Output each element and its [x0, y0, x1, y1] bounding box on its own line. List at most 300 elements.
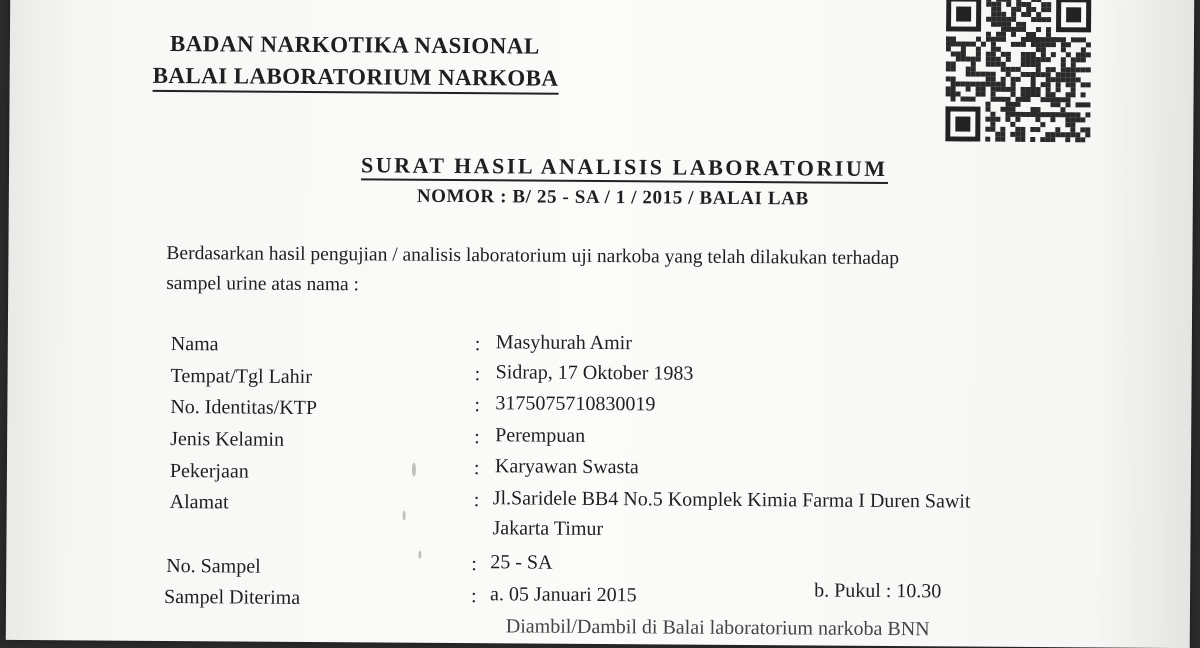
- qr-module: [1081, 47, 1086, 52]
- qr-module: [956, 51, 961, 56]
- qr-module: [1006, 22, 1011, 27]
- qr-module: [1055, 127, 1060, 132]
- separator: :: [470, 585, 477, 608]
- document-number: NOMOR : B/ 25 - SA / 1 / 2015 / BALAI LAB: [416, 185, 809, 210]
- qr-module: [1001, 52, 1006, 57]
- qr-module: [996, 97, 1001, 102]
- intro-paragraph: [166, 239, 899, 304]
- qr-module: [1070, 117, 1075, 122]
- qr-module: [1050, 132, 1055, 137]
- qr-module: [1041, 57, 1046, 62]
- qr-module: [971, 82, 976, 87]
- qr-module: [1026, 2, 1031, 7]
- qr-module: [1015, 137, 1020, 142]
- qr-module: [1025, 112, 1030, 117]
- qr-module: [1035, 117, 1040, 122]
- qr-module: [1005, 117, 1010, 122]
- qr-module: [1006, 57, 1011, 62]
- separator: :: [474, 363, 481, 386]
- qr-module: [1026, 72, 1031, 77]
- qr-module: [1065, 102, 1070, 107]
- qr-module: [1046, 2, 1051, 7]
- cut-off-line: Diambil/Dambil di Balai laboratorium narkoba BNN: [505, 615, 930, 641]
- qr-module: [1041, 47, 1046, 52]
- value-no-sampel: 25 - SA: [490, 551, 553, 574]
- qr-module: [1036, 27, 1041, 32]
- qr-module: [1046, 82, 1051, 87]
- qr-module: [1026, 62, 1031, 67]
- qr-module: [1011, 87, 1016, 92]
- qr-module: [976, 47, 981, 52]
- qr-module: [951, 66, 956, 71]
- qr-module: [1005, 102, 1010, 107]
- qr-module: [1065, 112, 1070, 117]
- qr-module: [991, 82, 996, 87]
- qr-module: [1006, 87, 1011, 92]
- qr-module: [996, 82, 1001, 87]
- label-alamat: Alamat: [169, 491, 229, 514]
- qr-module: [996, 57, 1001, 62]
- qr-module: [1051, 97, 1056, 102]
- qr-module: [1011, 12, 1016, 17]
- qr-module: [1026, 92, 1031, 97]
- qr-module: [1081, 57, 1086, 62]
- qr-module: [981, 72, 986, 77]
- qr-module: [1021, 97, 1026, 102]
- qr-module: [1016, 42, 1021, 47]
- qr-module: [981, 42, 986, 47]
- qr-module: [1036, 67, 1041, 72]
- qr-module: [956, 91, 961, 96]
- qr-module: [1056, 77, 1061, 82]
- qr-module: [1061, 72, 1066, 77]
- qr-module: [1000, 107, 1005, 112]
- qr-module: [1021, 42, 1026, 47]
- qr-module: [1046, 17, 1051, 22]
- qr-module: [991, 47, 996, 52]
- qr-module: [1036, 92, 1041, 97]
- qr-module: [1006, 17, 1011, 22]
- qr-module: [971, 72, 976, 77]
- qr-module: [961, 42, 966, 47]
- qr-module: [1066, 67, 1071, 72]
- qr-module: [986, 62, 991, 67]
- qr-module: [1041, 72, 1046, 77]
- qr-module: [976, 37, 981, 42]
- qr-module: [1056, 97, 1061, 102]
- qr-module: [946, 41, 951, 46]
- qr-module: [1031, 87, 1036, 92]
- qr-module: [1006, 67, 1011, 72]
- qr-module: [951, 86, 956, 91]
- qr-module: [1036, 57, 1041, 62]
- qr-module: [1051, 77, 1056, 82]
- qr-module: [990, 117, 995, 122]
- qr-module: [1046, 7, 1051, 12]
- qr-module: [1015, 102, 1020, 107]
- qr-module: [1041, 17, 1046, 22]
- qr-module: [1021, 22, 1026, 27]
- qr-module: [996, 32, 1001, 37]
- qr-module: [951, 51, 956, 56]
- qr-module: [1076, 57, 1081, 62]
- qr-module: [991, 62, 996, 67]
- qr-module: [1006, 52, 1011, 57]
- qr-module: [1085, 127, 1090, 132]
- qr-module: [1030, 112, 1035, 117]
- qr-module: [971, 97, 976, 102]
- value-nama: Masyhurah Amir: [495, 331, 633, 355]
- qr-module: [1075, 117, 1080, 122]
- qr-finder: [955, 116, 970, 131]
- qr-module: [1071, 62, 1076, 67]
- qr-module: [1046, 42, 1051, 47]
- intro-line-1: Berdasarkan hasil pengujian / analisis laboratorium uji narkoba yang telah dilakukan terhadap: [166, 242, 900, 270]
- qr-module: [985, 127, 990, 132]
- qr-module: [985, 117, 990, 122]
- qr-module: [1065, 122, 1070, 127]
- qr-module: [1016, 22, 1021, 27]
- qr-module: [1086, 52, 1091, 57]
- intro-line-2: sampel urine atas nama :: [166, 272, 360, 296]
- qr-module: [961, 82, 966, 87]
- qr-module: [1051, 92, 1056, 97]
- qr-module: [1016, 27, 1021, 32]
- qr-module: [966, 82, 971, 87]
- qr-module: [1040, 112, 1045, 117]
- scan-smudge: [403, 511, 406, 521]
- qr-module: [1050, 112, 1055, 117]
- qr-module: [986, 2, 991, 7]
- value-tempat-tgl-lahir: Sidrap, 17 Oktober 1983: [495, 361, 694, 385]
- qr-module: [1066, 72, 1071, 77]
- qr-module: [986, 52, 991, 57]
- qr-module: [976, 72, 981, 77]
- qr-module: [1046, 92, 1051, 97]
- qr-module: [1045, 137, 1050, 142]
- qr-module: [1031, 77, 1036, 82]
- qr-module: [951, 41, 956, 46]
- qr-module: [1086, 42, 1091, 47]
- qr-module: [946, 36, 951, 41]
- scan-smudge: [412, 463, 416, 477]
- qr-module: [1046, 97, 1051, 102]
- qr-module: [1080, 137, 1085, 142]
- qr-module: [1080, 127, 1085, 132]
- qr-module: [1031, 7, 1036, 12]
- qr-module: [1030, 127, 1035, 132]
- qr-module: [1050, 102, 1055, 107]
- qr-module: [971, 42, 976, 47]
- qr-module: [951, 91, 956, 96]
- qr-module: [1060, 107, 1065, 112]
- qr-module: [1071, 82, 1076, 87]
- label-pekerjaan: Pekerjaan: [169, 460, 249, 483]
- qr-module: [1066, 97, 1071, 102]
- qr-module: [1075, 112, 1080, 117]
- qr-module: [946, 86, 951, 91]
- qr-module: [1046, 67, 1051, 72]
- qr-module: [1041, 82, 1046, 87]
- qr-module: [1061, 42, 1066, 47]
- qr-module: [1046, 72, 1051, 77]
- qr-module: [1001, 27, 1006, 32]
- qr-module: [1011, 7, 1016, 12]
- qr-module: [1015, 112, 1020, 117]
- qr-module: [1016, 67, 1021, 72]
- qr-module: [996, 17, 1001, 22]
- qr-module: [946, 61, 951, 66]
- qr-module: [1061, 77, 1066, 82]
- qr-module: [991, 22, 996, 27]
- qr-module: [1051, 42, 1056, 47]
- qr-module: [1005, 112, 1010, 117]
- qr-module: [981, 82, 986, 87]
- qr-module: [995, 117, 1000, 122]
- qr-module: [1031, 72, 1036, 77]
- qr-module: [1035, 107, 1040, 112]
- qr-module: [991, 92, 996, 97]
- qr-module: [1046, 37, 1051, 42]
- qr-module: [1035, 127, 1040, 132]
- value-pekerjaan: Karyawan Swasta: [494, 455, 639, 479]
- qr-module: [1055, 102, 1060, 107]
- qr-module: [1041, 52, 1046, 57]
- qr-module: [956, 81, 961, 86]
- qr-module: [971, 62, 976, 67]
- qr-module: [985, 102, 990, 107]
- qr-module: [1021, 87, 1026, 92]
- qr-module: [1026, 52, 1031, 57]
- qr-module: [1071, 87, 1076, 92]
- qr-module: [991, 42, 996, 47]
- qr-module: [996, 62, 1001, 67]
- qr-module: [1065, 132, 1070, 137]
- qr-module: [956, 41, 961, 46]
- qr-module: [1031, 57, 1036, 62]
- qr-module: [1016, 2, 1021, 7]
- qr-module: [966, 42, 971, 47]
- qr-module: [1076, 37, 1081, 42]
- qr-module: [1066, 82, 1071, 87]
- qr-module: [976, 57, 981, 62]
- qr-module: [1011, 77, 1016, 82]
- label-sampel-diterima: Sampel Diterima: [163, 585, 301, 609]
- qr-module: [990, 112, 995, 117]
- qr-module: [1085, 102, 1090, 107]
- qr-module: [1021, 2, 1026, 7]
- org-name-line2: BALAI LABORATORIUM NARKOBA: [153, 63, 559, 95]
- value-alamat-line2: Jakarta Timur: [492, 517, 604, 541]
- qr-module: [1006, 2, 1011, 7]
- value-alamat-line1: Jl.Saridele BB4 No.5 Komplek Kimia Farma I Duren Sawit: [492, 487, 971, 513]
- qr-module: [1016, 0, 1021, 2]
- qr-module: [946, 76, 951, 81]
- qr-module: [1001, 0, 1006, 2]
- label-tempat-tgl-lahir: Tempat/Tgl Lahir: [170, 365, 312, 388]
- qr-module: [1036, 0, 1041, 2]
- qr-module: [1076, 52, 1081, 57]
- qr-module: [1030, 107, 1035, 112]
- qr-module: [1001, 32, 1006, 37]
- qr-module: [1011, 42, 1016, 47]
- qr-module: [1036, 47, 1041, 52]
- org-name-line1: BADAN NARKOTIKA NASIONAL: [169, 30, 540, 59]
- qr-module: [1070, 122, 1075, 127]
- qr-module: [986, 32, 991, 37]
- qr-module: [991, 52, 996, 57]
- qr-module: [951, 36, 956, 41]
- qr-module: [1011, 17, 1016, 22]
- qr-module: [1000, 127, 1005, 132]
- value-sampel-diterima: a. 05 Januari 2015: [489, 583, 637, 607]
- qr-module: [1055, 132, 1060, 137]
- qr-module: [1021, 92, 1026, 97]
- qr-module: [1011, 92, 1016, 97]
- qr-module: [1066, 52, 1071, 57]
- qr-module: [991, 37, 996, 42]
- separator: :: [473, 489, 480, 512]
- qr-module: [1020, 127, 1025, 132]
- qr-module: [1081, 67, 1086, 72]
- qr-module: [996, 87, 1001, 92]
- qr-module: [995, 137, 1000, 142]
- qr-module: [1035, 112, 1040, 117]
- qr-module: [1021, 57, 1026, 62]
- qr-module: [1081, 82, 1086, 87]
- qr-module: [996, 47, 1001, 52]
- qr-module: [1010, 107, 1015, 112]
- qr-module: [1006, 72, 1011, 77]
- qr-module: [991, 2, 996, 7]
- qr-module: [1001, 97, 1006, 102]
- qr-module: [1086, 82, 1091, 87]
- qr-module: [1015, 117, 1020, 122]
- qr-module: [1011, 67, 1016, 72]
- qr-module: [1001, 37, 1006, 42]
- qr-module: [1051, 67, 1056, 72]
- qr-module: [1076, 67, 1081, 72]
- qr-module: [966, 67, 971, 72]
- qr-module: [961, 97, 966, 102]
- qr-module: [991, 17, 996, 22]
- qr-module: [1031, 17, 1036, 22]
- qr-module: [1036, 12, 1041, 17]
- qr-module: [1046, 57, 1051, 62]
- qr-module: [1010, 132, 1015, 137]
- label-no-sampel: No. Sampel: [166, 554, 261, 578]
- separator: :: [474, 426, 480, 449]
- qr-module: [1026, 57, 1031, 62]
- qr-code-icon: [945, 0, 1096, 142]
- qr-module: [1016, 7, 1021, 12]
- qr-module: [991, 12, 996, 17]
- scan-smudge: [418, 551, 421, 559]
- qr-module: [956, 56, 961, 61]
- qr-module: [1021, 72, 1026, 77]
- qr-module: [951, 81, 956, 86]
- qr-module: [961, 47, 966, 52]
- qr-module: [991, 57, 996, 62]
- qr-module: [1030, 137, 1035, 142]
- qr-module: [1041, 37, 1046, 42]
- qr-module: [985, 107, 990, 112]
- qr-module: [1000, 137, 1005, 142]
- qr-module: [996, 22, 1001, 27]
- qr-module: [976, 87, 981, 92]
- qr-module: [1081, 37, 1086, 42]
- qr-module: [1005, 107, 1010, 112]
- qr-module: [1061, 67, 1066, 72]
- qr-module: [961, 57, 966, 62]
- qr-module: [1000, 132, 1005, 137]
- qr-module: [1001, 87, 1006, 92]
- qr-module: [1065, 137, 1070, 142]
- qr-module: [1061, 57, 1066, 62]
- qr-module: [1056, 72, 1061, 77]
- qr-module: [1031, 82, 1036, 87]
- qr-module: [1036, 72, 1041, 77]
- qr-module: [1075, 102, 1080, 107]
- qr-module: [985, 137, 990, 142]
- qr-module: [1036, 17, 1041, 22]
- qr-module: [966, 72, 971, 77]
- qr-module: [986, 77, 991, 82]
- qr-module: [1001, 22, 1006, 27]
- qr-module: [1081, 92, 1086, 97]
- label-jenis-kelamin: Jenis Kelamin: [170, 428, 285, 451]
- qr-finder: [1066, 7, 1081, 22]
- qr-module: [976, 92, 981, 97]
- qr-module: [951, 96, 956, 101]
- qr-module: [1026, 7, 1031, 12]
- qr-module: [1021, 52, 1026, 57]
- qr-module: [986, 72, 991, 77]
- qr-module: [1010, 112, 1015, 117]
- qr-module: [986, 57, 991, 62]
- qr-module: [1010, 102, 1015, 107]
- qr-module: [971, 67, 976, 72]
- qr-module: [946, 66, 951, 71]
- qr-module: [1016, 77, 1021, 82]
- qr-module: [1036, 42, 1041, 47]
- value-pukul: b. Pukul : 10.30: [814, 579, 942, 603]
- qr-module: [1061, 47, 1066, 52]
- document-title: SURAT HASIL ANALISIS LABORATORIUM: [361, 152, 888, 184]
- qr-module: [1075, 137, 1080, 142]
- qr-module: [1010, 122, 1015, 127]
- qr-module: [1085, 132, 1090, 137]
- qr-module: [1071, 77, 1076, 82]
- qr-module: [996, 7, 1001, 12]
- qr-module: [1070, 112, 1075, 117]
- qr-module: [1071, 37, 1076, 42]
- separator: :: [474, 333, 481, 356]
- label-nama: Nama: [170, 333, 219, 356]
- qr-module: [1031, 52, 1036, 57]
- document-page: [6, 0, 1195, 648]
- qr-module: [1070, 132, 1075, 137]
- qr-module: [991, 97, 996, 102]
- qr-module: [946, 46, 951, 51]
- qr-module: [1040, 137, 1045, 142]
- qr-module: [1026, 37, 1031, 42]
- qr-module: [1006, 97, 1011, 102]
- qr-module: [1060, 112, 1065, 117]
- qr-module: [1041, 2, 1046, 7]
- qr-module: [1001, 12, 1006, 17]
- qr-module: [976, 52, 981, 57]
